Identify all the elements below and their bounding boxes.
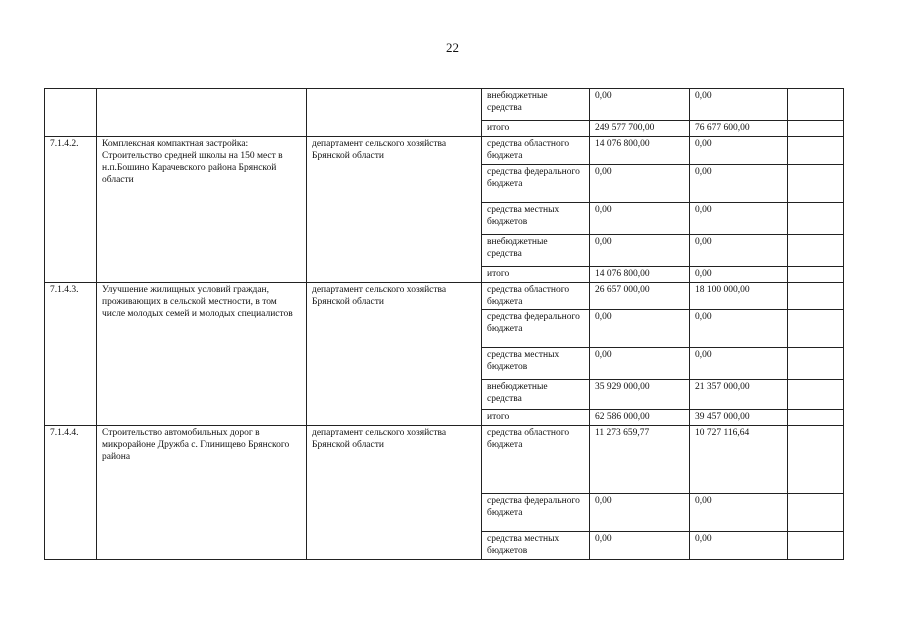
- empty-cell: [788, 121, 844, 137]
- funding-source: средства местных бюджетов: [482, 532, 590, 560]
- item-dept-cell: [307, 89, 482, 137]
- item-number: 7.1.4.3.: [45, 283, 97, 426]
- funding-source: итого: [482, 267, 590, 283]
- empty-cell: [788, 203, 844, 235]
- amount-1: 0,00: [590, 348, 690, 380]
- amount-2: 39 457 000,00: [690, 410, 788, 426]
- empty-cell: [788, 410, 844, 426]
- amount-2: 0,00: [690, 89, 788, 121]
- funding-source: внебюджетные средства: [482, 89, 590, 121]
- table-row: [45, 137, 844, 165]
- empty-cell: [788, 380, 844, 410]
- empty-cell: [788, 165, 844, 203]
- item-dept: департамент сельского хозяйства Брянской области: [307, 426, 482, 560]
- amount-2: 76 677 600,00: [690, 121, 788, 137]
- item-number: 7.1.4.2.: [45, 137, 97, 283]
- amount-2: 0,00: [690, 494, 788, 532]
- funding-source: средства областного бюджета: [482, 137, 590, 165]
- amount-2: 0,00: [690, 267, 788, 283]
- empty-cell: [788, 494, 844, 532]
- empty-cell: [788, 532, 844, 560]
- amount-2: 0,00: [690, 137, 788, 165]
- empty-cell: [788, 426, 844, 494]
- empty-cell: [788, 89, 844, 121]
- item-name: Улучшение жилищных условий граждан, проживающих в сельской местности, в том числе молодых семей и молодых специалистов: [97, 283, 307, 426]
- amount-1: 0,00: [590, 494, 690, 532]
- amount-2: 18 100 000,00: [690, 283, 788, 310]
- empty-cell: [788, 310, 844, 348]
- item-number-cell: [45, 89, 97, 137]
- amount-1: 14 076 800,00: [590, 267, 690, 283]
- table-row: [45, 283, 844, 310]
- funding-source: средства федерального бюджета: [482, 165, 590, 203]
- item-number: 7.1.4.4.: [45, 426, 97, 560]
- amount-1: 14 076 800,00: [590, 137, 690, 165]
- funding-source: средства местных бюджетов: [482, 203, 590, 235]
- amount-2: 21 357 000,00: [690, 380, 788, 410]
- amount-1: 35 929 000,00: [590, 380, 690, 410]
- amount-1: 0,00: [590, 310, 690, 348]
- funding-source: средства местных бюджетов: [482, 348, 590, 380]
- amount-2: 10 727 116,64: [690, 426, 788, 494]
- item-dept: департамент сельского хозяйства Брянской области: [307, 137, 482, 283]
- empty-cell: [788, 267, 844, 283]
- page-number: 22: [446, 40, 459, 55]
- amount-1: 62 586 000,00: [590, 410, 690, 426]
- funding-source: средства областного бюджета: [482, 283, 590, 310]
- amount-1: 0,00: [590, 532, 690, 560]
- funding-source: средства федерального бюджета: [482, 310, 590, 348]
- item-name: Комплексная компактная застройка: Строительство средней школы на 150 мест в н.п.Бошино Карачевского района Брянской области: [97, 137, 307, 283]
- amount-2: 0,00: [690, 203, 788, 235]
- funding-source: внебюджетные средства: [482, 380, 590, 410]
- amount-2: 0,00: [690, 348, 788, 380]
- amount-2: 0,00: [690, 235, 788, 267]
- funding-table: [44, 88, 844, 560]
- funding-source: средства областного бюджета: [482, 426, 590, 494]
- amount-1: 0,00: [590, 89, 690, 121]
- amount-1: 0,00: [590, 203, 690, 235]
- empty-cell: [788, 235, 844, 267]
- item-name-cell: [97, 89, 307, 137]
- table-row: [45, 89, 844, 121]
- funding-source: внебюджетные средства: [482, 235, 590, 267]
- amount-2: 0,00: [690, 310, 788, 348]
- amount-1: 0,00: [590, 165, 690, 203]
- amount-1: 11 273 659,77: [590, 426, 690, 494]
- empty-cell: [788, 137, 844, 165]
- funding-source: средства федерального бюджета: [482, 494, 590, 532]
- funding-source: итого: [482, 121, 590, 137]
- amount-2: 0,00: [690, 165, 788, 203]
- table-row: [45, 426, 844, 494]
- amount-1: 249 577 700,00: [590, 121, 690, 137]
- item-name: Строительство автомобильных дорог в микрорайоне Дружба с. Глинищево Брянского района: [97, 426, 307, 560]
- amount-1: 26 657 000,00: [590, 283, 690, 310]
- item-dept: департамент сельского хозяйства Брянской области: [307, 283, 482, 426]
- empty-cell: [788, 348, 844, 380]
- amount-1: 0,00: [590, 235, 690, 267]
- empty-cell: [788, 283, 844, 310]
- amount-2: 0,00: [690, 532, 788, 560]
- funding-source: итого: [482, 410, 590, 426]
